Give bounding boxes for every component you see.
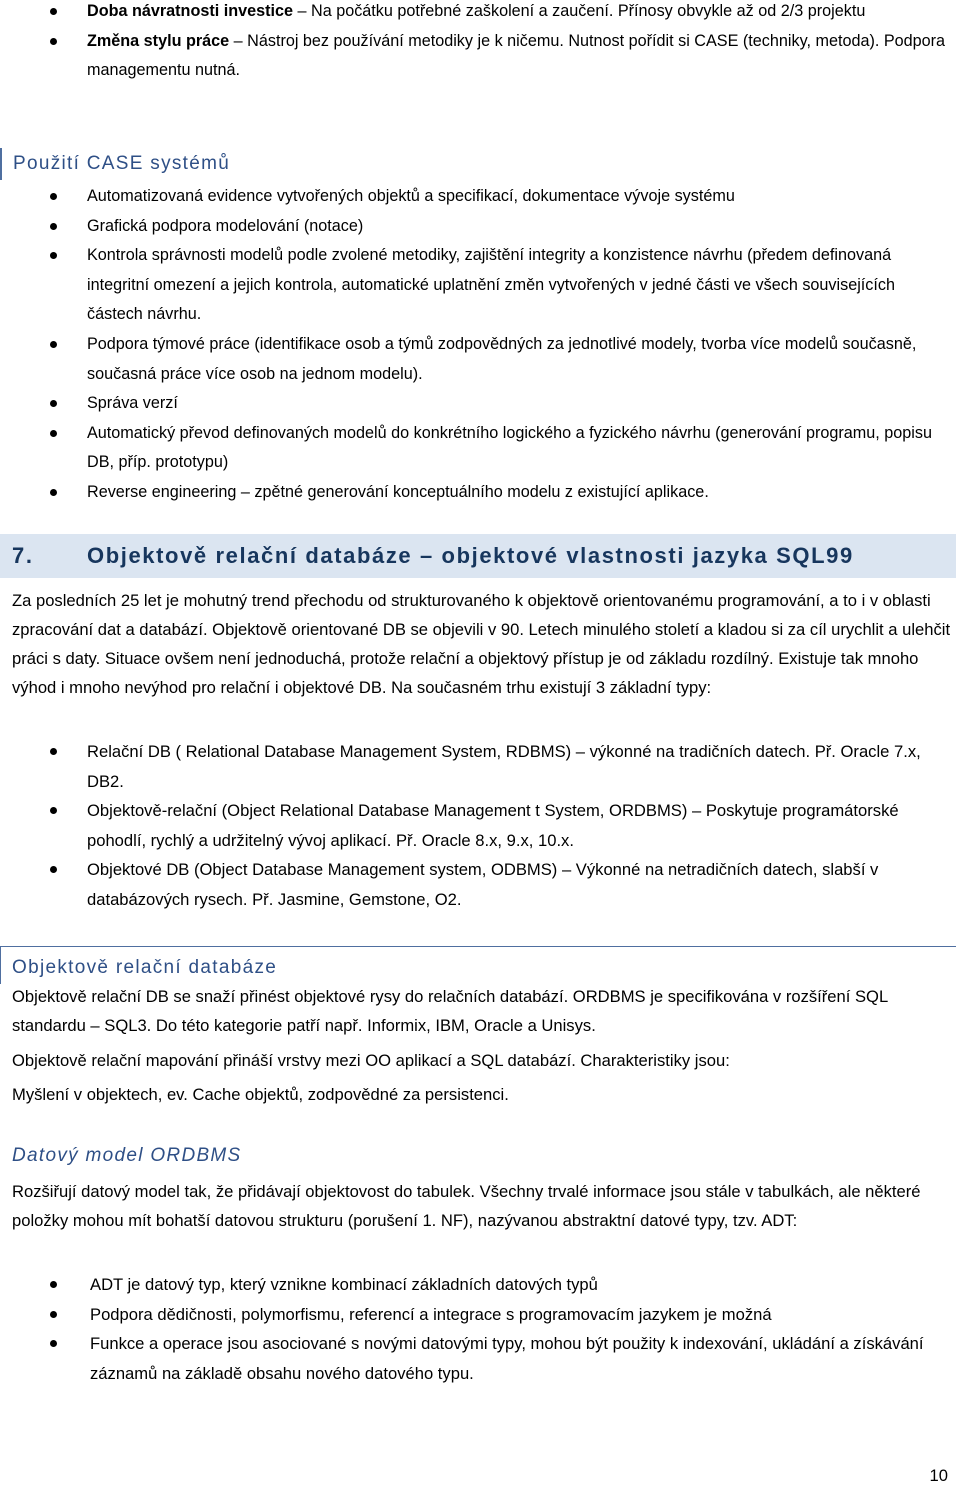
list-item: Objektové DB (Object Database Management system, ODBMS) – Výkonné na netradičních datech, slabší v databázových rysech. Př. Jasmine, Gemstone, O2. (0, 855, 960, 914)
model-section-heading: Datový model ORDBMS (12, 1145, 242, 1166)
page-number: 10 (929, 1466, 948, 1485)
chapter-title: Objektově relační databáze – objektové vlastnosti jazyka SQL99 (87, 543, 854, 568)
list-item (0, 27, 960, 86)
adt-list (0, 1270, 960, 1388)
chapter-heading (0, 534, 956, 578)
list-item: Kontrola správnosti modelů podle zvolené metodiky, zajištění integrity a konzistence návrhu (předem definovaná integritní omezení a jejich kontrola, automatické uplatnění změn vytvořených v jedné části ve všech souvisejících částech návrhu. (0, 241, 960, 330)
db-types-list (0, 737, 960, 915)
list-item: Podpora týmové práce (identifikace osob a týmů zodpovědných za jednotlivé modely, tvorba více modelů současně, současná práce více osob na jednom modelu). (0, 330, 960, 389)
list-item: Reverse engineering – zpětné generování konceptuálního modelu z existující aplikace. (0, 478, 960, 508)
list-item: Automatizovaná evidence vytvořených objektů a specifikací, dokumentace vývoje systému (0, 182, 960, 212)
chapter-number: 7. (12, 543, 34, 568)
bullet-text: – Nástroj bez používání metodiky je k ničemu. Nutnost pořídit si CASE (techniky, metoda). Podpora managementu nutná. (87, 31, 946, 80)
case-section-heading: Použití CASE systémů (0, 148, 413, 180)
list-item (0, 0, 960, 27)
list-item: ADT je datový typ, který vznikne kombinací základních datových typů (0, 1270, 960, 1300)
ordb-paragraph: Objektově relační DB se snaží přinést objektové rysy do relačních databází. ORDBMS je specifikována v rozšíření SQL standardu – SQL3. Do této kategorie patří např. Informix, IBM, Oracle a Unisys. (12, 987, 888, 1036)
ordb-section-heading: Objektově relační databáze (0, 946, 956, 984)
top-bullet-list (0, 0, 960, 86)
list-item: Podpora dědičnosti, polymorfismu, referencí a integrace s programovacím jazykem je možná (0, 1300, 960, 1330)
list-item: Automatický převod definovaných modelů do konkrétního logického a fyzického návrhu (generování programu, popisu DB, příp. prototypu) (0, 419, 960, 478)
bullet-term: Změna stylu práce (87, 31, 230, 50)
list-item: Správa verzí (0, 389, 960, 419)
intro-paragraph: Za posledních 25 let je mohutný trend přechodu od strukturovaného k objektově orientovanému programování, a to i v oblasti zpracování dat a databází. Objektově orientované DB se objevili v 90. Letech minulého století a kladou si za cíl urychlit a ulehčit práci s daty. Situace ovšem není jednoduchá, protože relační a objektový přístup je od základu rozdílný. Existuje tak mnoho výhod i mnoho nevýhod pro relační i objektové DB. Na současném trhu existují 3 základní typy: (12, 591, 951, 698)
bullet-term: Doba návratnosti investice (87, 2, 294, 20)
ordb-paragraph: Objektově relační mapování přináší vrstvy mezi OO aplikací a SQL databází. Charakteristiky jsou: (12, 1051, 730, 1070)
list-item: Funkce a operace jsou asociované s novými datovými typy, mohou být použity k indexování, ukládání a získávání záznamů na základě obsahu nového datového typu. (0, 1329, 960, 1388)
case-usage-list (0, 182, 960, 508)
model-paragraph: Rozšiřují datový model tak, že přidávají objektovost do tabulek. Všechny trvalé informace jsou stále v tabulkách, ale některé položky mohou mít bohatší datovou strukturu (porušení 1. NF), nazývanou abstraktní datové typy, tzv. ADT: (12, 1182, 921, 1231)
ordb-paragraph: Myšlení v objektech, ev. Cache objektů, zodpovědné za persistenci. (12, 1085, 509, 1104)
list-item: Grafická podpora modelování (notace) (0, 212, 960, 242)
bullet-text: – Na počátku potřebné zaškolení a zaučení. Přínosy obvykle až od 2/3 projektu (293, 2, 866, 20)
list-item: Relační DB ( Relational Database Management System, RDBMS) – výkonné na tradičních datech. Př. Oracle 7.x, DB2. (0, 737, 960, 796)
list-item: Objektově-relační (Object Relational Database Management t System, ORDBMS) – Poskytuje programátorské pohodlí, rychlý a udržitelný vývoj aplikací. Př. Oracle 8.x, 9.x, 10.x. (0, 796, 960, 855)
